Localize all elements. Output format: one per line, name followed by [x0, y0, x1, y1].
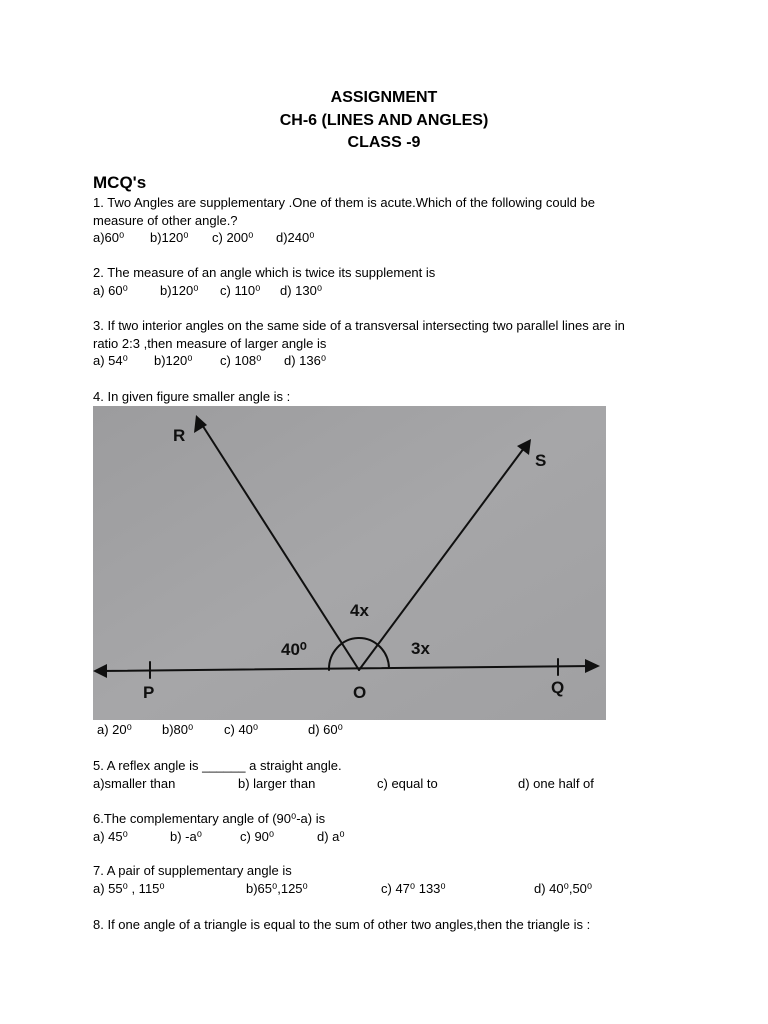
figure-drawing: [93, 406, 606, 720]
question-1: [93, 194, 683, 247]
label-angle-40: 40⁰: [281, 640, 307, 659]
option-d: d) 130⁰: [280, 282, 323, 298]
option-d: d) 60⁰: [308, 722, 343, 737]
option-d: d) 40⁰,50⁰: [534, 880, 593, 896]
options-row: [93, 229, 683, 247]
option-c: c) 108⁰: [220, 353, 262, 368]
option-d: d)240⁰: [276, 230, 315, 245]
option-a: a) 20⁰: [97, 722, 132, 737]
option-b: b) -a⁰: [170, 828, 202, 844]
option-b: b)120⁰: [154, 353, 193, 368]
question-7: [93, 862, 683, 898]
option-a: a)60⁰: [93, 230, 125, 245]
option-b: b)120⁰: [150, 230, 189, 245]
option-c: c) 110⁰: [220, 282, 261, 298]
question-4: [93, 388, 683, 406]
option-c: c) 47⁰ 133⁰: [381, 880, 446, 896]
question-text: 6.The complementary angle of (90⁰-a) is: [93, 811, 326, 826]
label-p: P: [143, 683, 155, 702]
option-b: b)120⁰: [160, 282, 199, 298]
class-title: CLASS -9: [347, 134, 421, 151]
option-c: c) 200⁰: [212, 230, 254, 245]
option-d: d) a⁰: [317, 828, 345, 844]
label-angle-4x: 4x: [350, 601, 369, 620]
question-2: [93, 264, 683, 300]
label-q: Q: [551, 678, 565, 697]
question-5: [93, 757, 683, 793]
option-d: d) 136⁰: [284, 353, 327, 368]
question-4-options: [93, 721, 683, 739]
question-text: 4. In given figure smaller angle is :: [93, 389, 291, 404]
option-d: d) one half of: [518, 775, 594, 791]
options-row: [93, 775, 683, 793]
options-row: [93, 828, 683, 846]
options-row: [93, 282, 683, 300]
question-text: 7. A pair of supplementary angle is: [93, 863, 292, 878]
option-b: b)65⁰,125⁰: [246, 880, 308, 896]
option-b: b) larger than: [238, 775, 316, 791]
question-text: 2. The measure of an angle which is twice its supplement is: [93, 265, 436, 280]
question-text: 5. A reflex angle is ______ a straight angle.: [93, 758, 342, 773]
angles-figure: [93, 406, 606, 720]
assignment-header: [0, 87, 768, 155]
option-a: a)smaller than: [93, 775, 176, 791]
label-r: R: [173, 426, 186, 445]
label-s: S: [535, 451, 547, 470]
question-3: [93, 317, 683, 370]
option-a: a) 45⁰: [93, 828, 128, 844]
question-6: [93, 810, 683, 846]
assignment-title: ASSIGNMENT: [330, 89, 438, 106]
option-c: c) 90⁰: [240, 828, 275, 844]
question-text: ratio 2:3 ,then measure of larger angle is: [93, 335, 327, 351]
option-b: b)80⁰: [162, 722, 194, 737]
options-row: [93, 721, 683, 739]
question-text: 1. Two Angles are supplementary .One of them is acute.Which of the following could be: [93, 195, 595, 210]
section-title: MCQ's: [93, 173, 147, 192]
option-c: c) equal to: [377, 775, 438, 791]
option-a: a) 54⁰: [93, 353, 128, 368]
option-a: a) 60⁰: [93, 282, 128, 298]
question-8: [93, 916, 683, 934]
options-row: [93, 880, 683, 898]
label-angle-3x: 3x: [411, 639, 430, 658]
option-c: c) 40⁰: [224, 722, 259, 737]
question-text: 3. If two interior angles on the same side of a transversal intersecting two parallel lines are in: [93, 318, 625, 333]
options-row: [93, 352, 683, 370]
question-text: 8. If one angle of a triangle is equal to the sum of other two angles,then the triangle is :: [93, 917, 591, 932]
question-text: measure of other angle.?: [93, 212, 238, 228]
chapter-title: CH-6 (LINES AND ANGLES): [279, 111, 489, 129]
option-a: a) 55⁰ , 115⁰: [93, 880, 165, 896]
label-o: O: [353, 683, 367, 702]
